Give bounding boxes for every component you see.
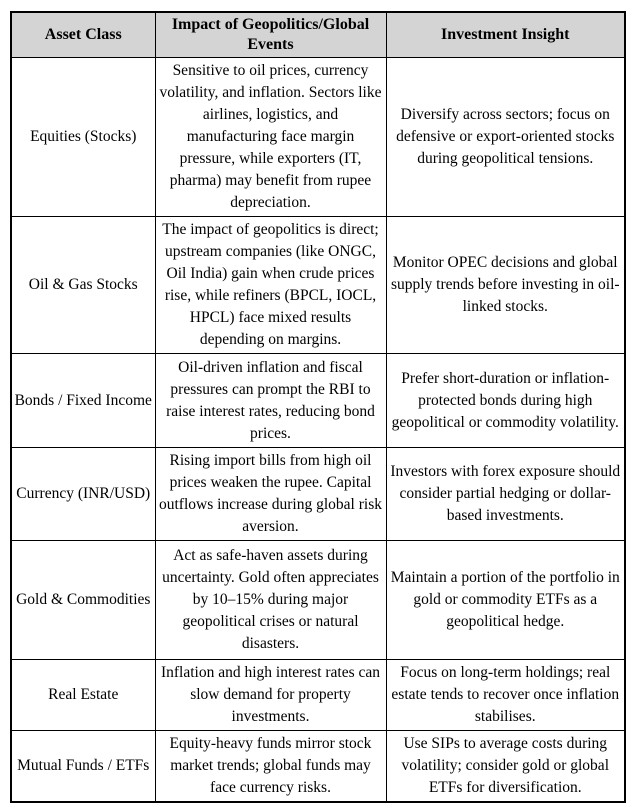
column-header-investment-insight: Investment Insight [386,12,625,58]
asset-class-cell: Equities (Stocks) [11,58,155,217]
insight-cell: Focus on long-term holdings; real estate tends to recover once inflation stabilises. [386,660,625,731]
insight-cell: Maintain a portion of the portfolio in gold or commodity ETFs as a geopolitical hedge. [386,541,625,660]
table-body [11,58,625,803]
table-row-gold-commodities [11,541,625,660]
impact-cell: The impact of geopolitics is direct; upstream companies (like ONGC, Oil India) gain when crude prices rise, while refiners (BPCL, IOCL, HPCL) face mixed results depending on margins. [155,217,386,354]
header-row [11,12,625,58]
column-header-asset-class: Asset Class [11,12,155,58]
table-row-equities [11,58,625,217]
asset-class-cell: Oil & Gas Stocks [11,217,155,354]
insight-cell: Diversify across sectors; focus on defensive or export-oriented stocks during geopolitical tensions. [386,58,625,217]
asset-class-cell: Mutual Funds / ETFs [11,731,155,803]
impact-cell: Equity-heavy funds mirror stock market trends; global funds may face currency risks. [155,731,386,803]
insight-cell: Prefer short-duration or inflation-protected bonds during high geopolitical or commodity volatility. [386,354,625,448]
column-header-impact: Impact of Geopolitics/Global Events [155,12,386,58]
impact-cell: Sensitive to oil prices, currency volatility, and inflation. Sectors like airlines, logistics, and manufacturing face margin pressure, while exporters (IT, pharma) may benefit from rupee depreciation. [155,58,386,217]
table-row-real-estate [11,660,625,731]
impact-cell: Act as safe-haven assets during uncertainty. Gold often appreciates by 10–15% during major geopolitical crises or natural disasters. [155,541,386,660]
asset-impact-table [10,11,626,803]
asset-class-cell: Real Estate [11,660,155,731]
insight-cell: Use SIPs to average costs during volatility; consider gold or global ETFs for diversification. [386,731,625,803]
insight-cell: Monitor OPEC decisions and global supply trends before investing in oil-linked stocks. [386,217,625,354]
asset-class-cell: Gold & Commodities [11,541,155,660]
table-row-oil-gas [11,217,625,354]
table-row-bonds [11,354,625,448]
impact-cell: Rising import bills from high oil prices weaken the rupee. Capital outflows increase during global risk aversion. [155,448,386,541]
table-row-currency [11,448,625,541]
table-header [11,12,625,58]
impact-cell: Inflation and high interest rates can slow demand for property investments. [155,660,386,731]
asset-class-cell: Bonds / Fixed Income [11,354,155,448]
asset-class-cell: Currency (INR/USD) [11,448,155,541]
insight-cell: Investors with forex exposure should consider partial hedging or dollar-based investments. [386,448,625,541]
table-row-mutual-funds [11,731,625,803]
impact-cell: Oil-driven inflation and fiscal pressures can prompt the RBI to raise interest rates, reducing bond prices. [155,354,386,448]
